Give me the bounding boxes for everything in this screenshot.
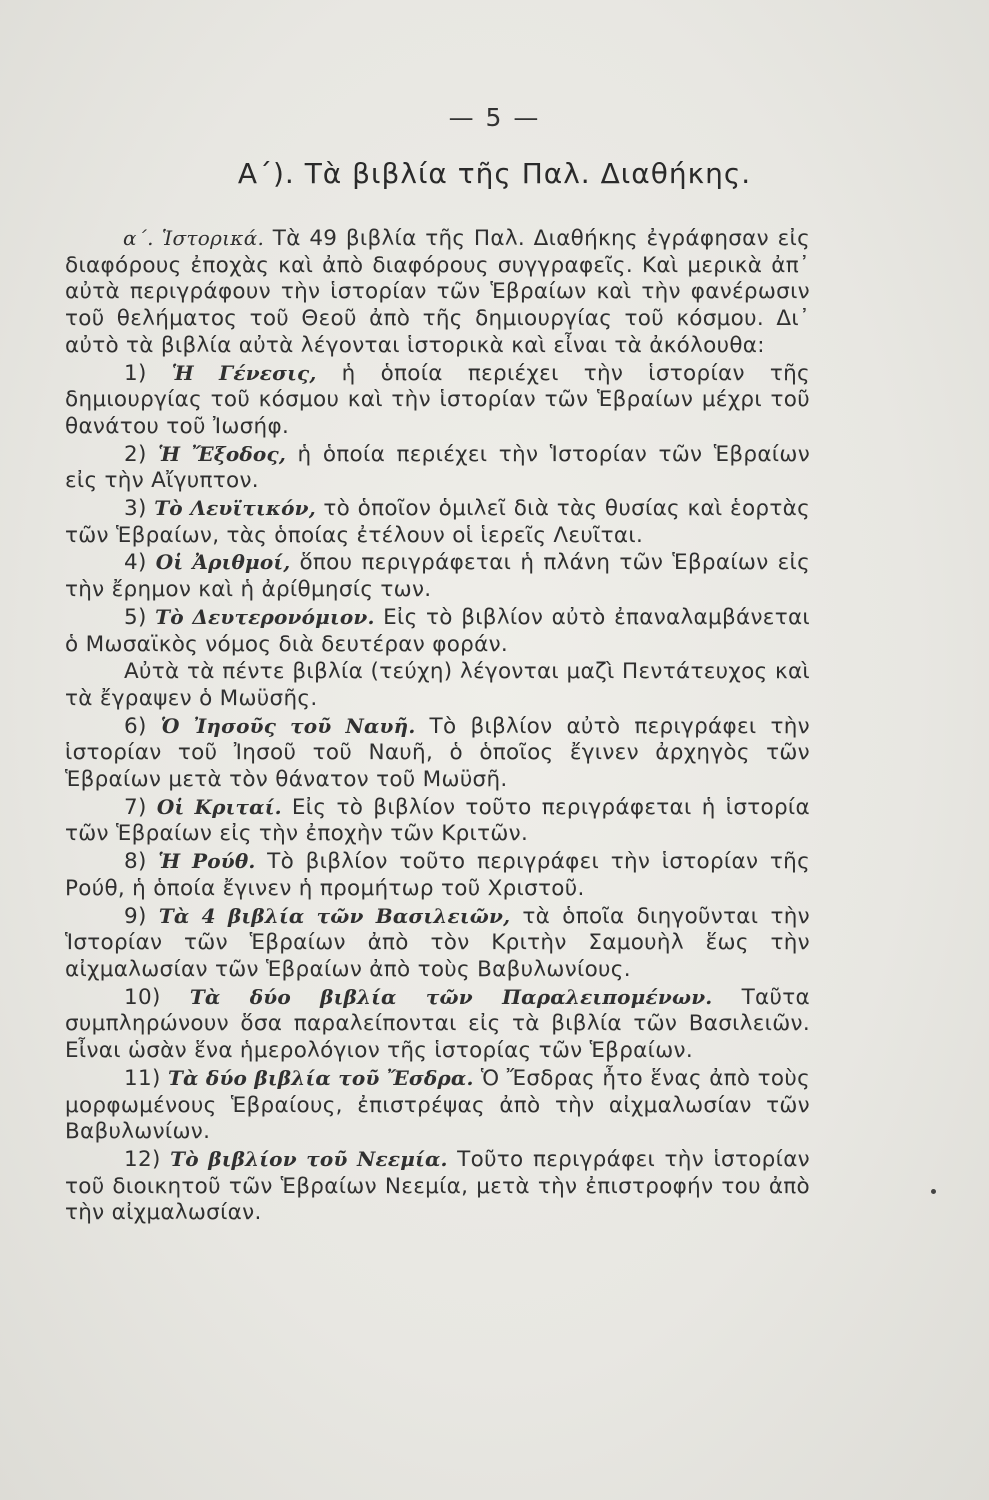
item-title: Ἡ Γένεσις, (171, 360, 317, 385)
item-title: Οἱ Ἀριθμοί, (155, 550, 291, 575)
item-title: Τὸ Δευτερονόμιον. (155, 604, 375, 629)
list-item (65, 903, 810, 984)
item-text: ἡ ὁποία περιέχει τὴν ἱστορίαν τῆς δημιουργίας τοῦ κόσμου καὶ τὴν ἱστορίαν τῶν Ἑβραίων μέχρι τοῦ θανάτου τοῦ Ἰωσήφ. (65, 360, 810, 439)
item-title: Τὰ δύο βιβλία τοῦ Ἔσδρα. (167, 1065, 474, 1090)
item-text: τὰ ὁποῖα διηγοῦνται τὴν Ἱστορίαν τῶν Ἑβραίων ἀπὸ τὸν Κριτὴν Σαμουὴλ ἕως τὴν αἰχμαλωσίαν τῶν Ἑβραίων ἀπὸ τοὺς Βαβυλωνίους. (65, 903, 810, 982)
section-heading: Α΄). Τὰ βιβλία τῆς Παλ. Διαθήκης. (237, 157, 752, 190)
list-item (65, 495, 810, 549)
body-text (65, 225, 810, 1227)
item-number: 9) (124, 903, 159, 929)
list-item (65, 984, 810, 1065)
list-item (65, 604, 810, 658)
item-text: Τὸ βιβλίον αὐτὸ περιγράφει τὴν ἱστορίαν τοῦ Ἰησοῦ τοῦ Ναυῆ, ὁ ὁποῖος ἔγινεν ἀρχηγὸς τῶν Ἑβραίων μετὰ τὸν θάνατον τοῦ Μωϋσῆ. (65, 713, 810, 793)
item-text: Εἰς τὸ βιβλίον τοῦτο περιγράφεται ἡ ἱστορία τῶν Ἑβραίων εἰς τὴν ἐποχὴν τῶν Κριτῶν. (65, 794, 810, 847)
item-title: Ὁ Ἰησοῦς τοῦ Ναυῆ. (160, 713, 416, 738)
list-item (65, 848, 810, 902)
intro-text: Τὰ 49 βιβλία τῆς Παλ. Διαθήκης ἐγράφησαν εἰς διαφόρους ἐποχὰς καὶ ἀπὸ διαφόρους συγγραφεῖς. Καὶ μερικὰ ἀπ᾽ αὐτὰ περιγράφουν τὴν ἱστορίαν τῶν Ἑβραίων καὶ τὴν φανέρωσιν τοῦ θελήματος τοῦ Θεοῦ ἀπὸ τῆς δημιουργίας τοῦ κόσμου. Δι᾽ αὐτὸ τὰ βιβλία αὐτὰ λέγονται ἱστορικὰ καὶ εἶναι τὰ ἀκόλουθα: (65, 226, 810, 358)
item-number: 8) (124, 849, 159, 875)
item-title: Ἡ Ἔξοδος, (158, 441, 286, 466)
item-title: Τὰ 4 βιβλία τῶν Βασιλειῶν, (158, 903, 511, 928)
item-text: ἡ ὁποία περιέχει τὴν Ἱστορίαν τῶν Ἑβραίων εἰς τὴν Αἴγυπτον. (65, 441, 810, 494)
list-item (65, 713, 810, 794)
item-text: Ὁ Ἔσδρας ἦτο ἕνας ἀπὸ τοὺς μορφωμένους Ἑβραίους, ἐπιστρέψας ἀπὸ τὴν αἰχμαλωσίαν τῶν Βαβυλωνίων. (65, 1065, 811, 1145)
page-number: — 5 — (448, 103, 541, 132)
item-number: 10) (124, 984, 190, 1010)
item-text: Αὐτὰ τὰ πέντε βιβλία (τεύχη) λέγονται μαζὶ Πεντάτευχος καὶ τὰ ἔγραψεν ὁ Μωϋσῆς. (65, 659, 810, 711)
item-text: Ταῦτα συμπληρώνουν ὅσα παραλείπονται εἰς τὰ βιβλία τῶν Βασιλειῶν. Εἶναι ὡσὰν ἕνα ἡμερολόγιον τῆς ἱστορίας τῶν Ἑβραίων. (65, 984, 810, 1064)
item-text: Εἰς τὸ βιβλίον αὐτὸ ἐπαναλαμβάνεται ὁ Μωσαϊκὸς νόμος διὰ δευτέραν φοράν. (65, 604, 810, 657)
ink-speck (931, 1189, 936, 1194)
list-item (65, 549, 810, 603)
item-number: 2) (124, 441, 159, 467)
item-title: Τὰ δύο βιβλία τῶν Παραλειπομένων. (189, 984, 713, 1009)
item-title: Ἡ Ρούθ. (158, 849, 256, 874)
item-number: 5) (124, 604, 156, 630)
item-number: 3) (124, 496, 155, 522)
item-number: 11) (124, 1065, 168, 1091)
item-number: 7) (124, 794, 157, 820)
intro-paragraph (65, 225, 810, 360)
item-text: Τοῦτο περιγράφει τὴν ἱστορίαν τοῦ διοικητοῦ τῶν Ἑβραίων Νεεμία, μετὰ τὴν ἐπιστροφήν του ἀπὸ τὴν αἰχμαλωσίαν. (65, 1146, 810, 1226)
item-text: τὸ ὁποῖον ὁμιλεῖ διὰ τὰς θυσίας καὶ ἑορτὰς τῶν Ἑβραίων, τὰς ὁποίας ἐτέλουν οἱ ἱερεῖς Λευῖται. (65, 496, 810, 548)
list-item (65, 794, 810, 848)
list-item (65, 360, 810, 441)
summary-paragraph (65, 658, 810, 712)
list-item (65, 1146, 810, 1227)
item-number: 4) (124, 550, 156, 576)
item-title: Τὸ βιβλίον τοῦ Νεεμία. (170, 1146, 448, 1171)
list-item (65, 441, 810, 495)
item-title: Οἱ Κριταί. (156, 794, 282, 819)
item-number: 6) (124, 713, 161, 739)
item-title: Τὸ Λευϊτικόν, (154, 496, 316, 521)
item-number: 12) (124, 1146, 171, 1172)
item-number: 1) (124, 360, 172, 386)
list-item (65, 1065, 810, 1146)
intro-label: α΄. Ἱστορικά. (123, 226, 265, 250)
item-text: ὅπου περιγράφεται ἡ πλάνη τῶν Ἑβραίων εἰς τὴν ἔρημον καὶ ἡ ἀρίθμησίς των. (65, 550, 810, 603)
item-text: Τὸ βιβλίον τοῦτο περιγράφει τὴν ἱστορίαν τῆς Ρούθ, ἡ ὁποία ἔγινεν ἡ προμήτωρ τοῦ Χριστοῦ. (65, 849, 810, 901)
